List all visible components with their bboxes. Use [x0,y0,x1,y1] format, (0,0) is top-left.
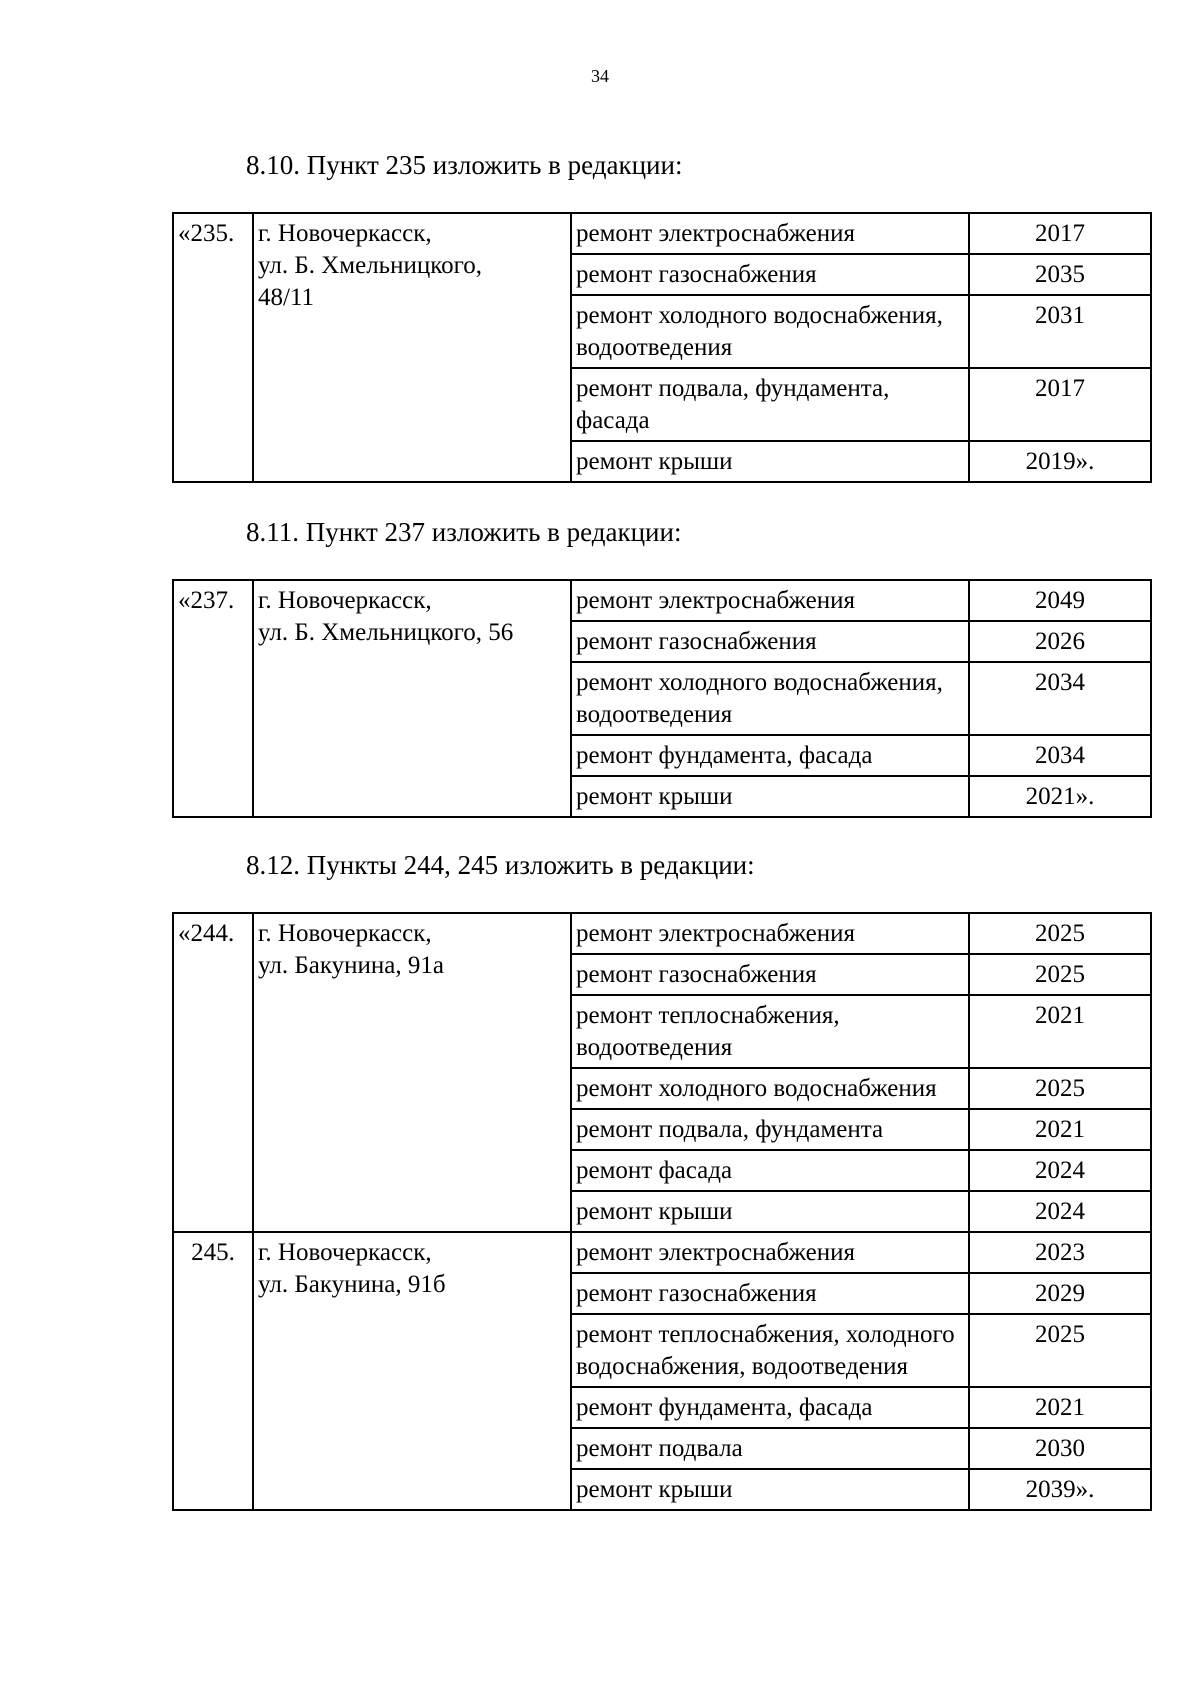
work-type: ремонт подвала, фундамента, фасада [571,368,969,441]
item-address [253,580,571,817]
address-line: г. Новочеркасск, [258,587,432,614]
work-type: ремонт теплоснабжения, водоотведения [571,995,969,1068]
item-number: «237. [173,580,253,817]
work-year: 2017 [969,368,1151,441]
work-year: 2039». [969,1469,1151,1510]
work-year: 2029 [969,1273,1151,1314]
work-type: ремонт холодного водоснабжения, водоотведения [571,295,969,368]
work-year: 2034 [969,662,1151,735]
item-number: «235. [173,213,253,482]
work-year: 2021». [969,776,1151,817]
address-line: ул. Бакунина, 91б [258,1271,446,1298]
section-heading: 8.12. Пункты 244, 245 изложить в редакции: [246,850,755,880]
address-line: г. Новочеркасск, [258,220,432,247]
work-type: ремонт электроснабжения [571,913,969,954]
work-year: 2049 [969,580,1151,621]
work-year: 2021 [969,995,1151,1068]
work-type: ремонт газоснабжения [571,621,969,662]
work-year: 2025 [969,954,1151,995]
work-type: ремонт газоснабжения [571,1273,969,1314]
work-type: ремонт крыши [571,441,969,482]
work-type: ремонт теплоснабжения, холодного водоснабжения, водоотведения [571,1314,969,1387]
item-number: «244. [173,913,253,1232]
page-number: 34 [591,66,609,86]
work-type: ремонт газоснабжения [571,954,969,995]
work-type: ремонт электроснабжения [571,213,969,254]
address-line: ул. Б. Хмельницкого, 56 [258,619,514,646]
work-type: ремонт газоснабжения [571,254,969,295]
table-row [173,213,1151,254]
work-year: 2035 [969,254,1151,295]
address-line: ул. Бакунина, 91а [258,952,444,979]
work-type: ремонт холодного водоснабжения [571,1068,969,1109]
section-heading: 8.10. Пункт 235 изложить в редакции: [246,150,683,180]
work-year: 2025 [969,1314,1151,1387]
work-year: 2021 [969,1109,1151,1150]
table-row [173,1232,1151,1273]
work-type: ремонт фасада [571,1150,969,1191]
work-year: 2034 [969,735,1151,776]
address-line: г. Новочеркасск, [258,920,432,947]
work-year: 2026 [969,621,1151,662]
address-line: ул. Б. Хмельницкого, [258,252,482,279]
work-type: ремонт фундамента, фасада [571,1387,969,1428]
table-row [173,913,1151,954]
work-type: ремонт крыши [571,1469,969,1510]
work-year: 2019». [969,441,1151,482]
work-year: 2023 [969,1232,1151,1273]
work-year: 2031 [969,295,1151,368]
item-address [253,213,571,482]
item-number: 245. [173,1232,253,1510]
item-address [253,1232,571,1510]
work-year: 2030 [969,1428,1151,1469]
work-type: ремонт крыши [571,1191,969,1232]
table-row [173,580,1151,621]
work-type: ремонт крыши [571,776,969,817]
item-address [253,913,571,1232]
work-year: 2024 [969,1191,1151,1232]
work-year: 2017 [969,213,1151,254]
work-year: 2025 [969,1068,1151,1109]
work-type: ремонт подвала, фундамента [571,1109,969,1150]
address-line: г. Новочеркасск, [258,1239,432,1266]
work-type: ремонт холодного водоснабжения, водоотведения [571,662,969,735]
work-type: ремонт фундамента, фасада [571,735,969,776]
work-year: 2025 [969,913,1151,954]
amendment-table [172,212,1152,483]
work-year: 2021 [969,1387,1151,1428]
amendment-table [172,579,1152,818]
work-type: ремонт подвала [571,1428,969,1469]
work-type: ремонт электроснабжения [571,1232,969,1273]
amendment-table [172,912,1152,1511]
work-type: ремонт электроснабжения [571,580,969,621]
address-line: 48/11 [258,284,315,311]
section-heading: 8.11. Пункт 237 изложить в редакции: [246,517,682,547]
work-year: 2024 [969,1150,1151,1191]
